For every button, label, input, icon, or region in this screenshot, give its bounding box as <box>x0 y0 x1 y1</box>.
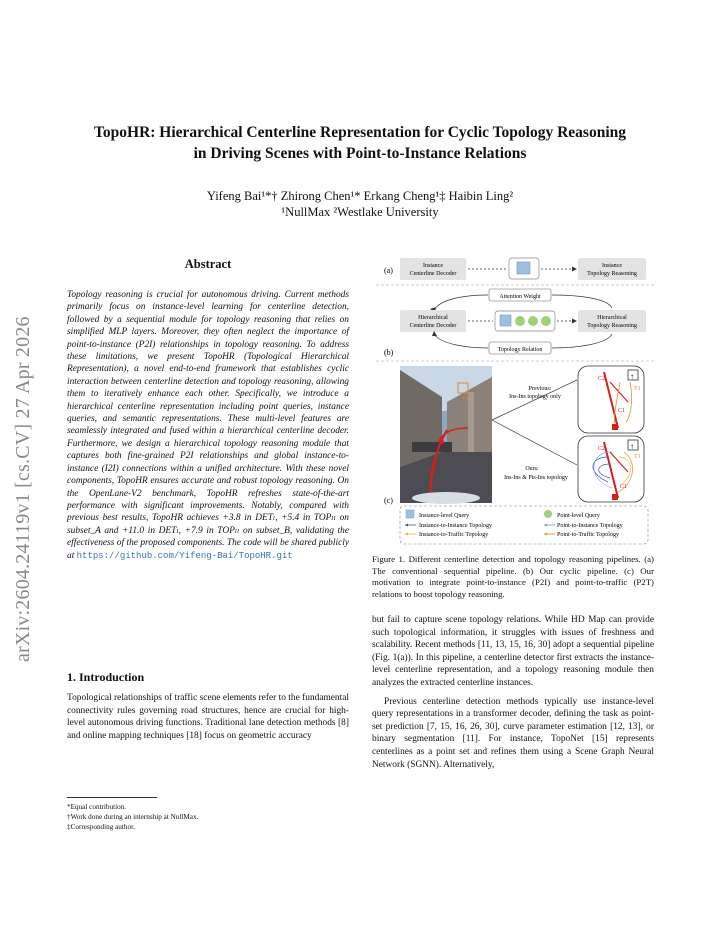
previous-topology-panel <box>578 366 644 433</box>
panel-c-label: (c) <box>384 496 393 505</box>
figure-1 <box>372 252 657 548</box>
ours-c2-label: C2 <box>598 446 606 452</box>
legend-instance-query: Instance-level Query <box>419 513 470 519</box>
paper-title <box>40 122 680 164</box>
prev-t1-label: T1 <box>634 386 641 392</box>
hierarchical-topology-label-2: Topology Reasoning <box>587 323 637 329</box>
svg-text:↑: ↑ <box>630 372 634 381</box>
point-query-icon-3 <box>541 316 551 326</box>
point-query-icon-1 <box>515 316 525 326</box>
author-block <box>40 188 680 220</box>
instance-query-icon <box>517 262 530 274</box>
point-query-icon-2 <box>528 316 538 326</box>
svg-text:↑: ↑ <box>630 442 634 451</box>
instance-topology-label-2: Topology Reasoning <box>587 271 637 277</box>
abstract-text: Topology reasoning is crucial for autonomous driving. Current methods primarily focus on instance-level learning for centerline detection, followed by a sequential module for topology reasoning that relies on simplified MLP layers. Moreover, they often neglect the importance of point-to-instance (P2I) relationships in topology reasoning. To address these limitations, we present TopoHR (Topological Hierarchical Representation), a novel end-to-end framework that establishes cyclic interaction between centerline detection and topology reasoning, allowing them to iteratively enhance each other. Specifically, we introduce a hierarchical centerline representation including point queries, instance queries, and semantic representations. These multi-level features are seamlessly integrated and fused within a hierarchical centerline decoder. Furthermore, we design a hierarchical topology reasoning module that captures both fine-grained P2I relationships and global instance-to-instance (I2I) connections within a unified architecture. With these novel components, TopoHR ensures accurate and robust topology reasoning. On the OpenLane-V2 benchmark, TopoHR refreshes state-of-the-art performance with significant improvements. Notably, compared with previous best results, TopoHR achieves +3.8 in DETₗ, +5.4 in TOPₗₗ on subset_A and +11.0 in DETₗ, +7.9 in TOPₗₗ on subset_B, validating the effectiveness of the proposed components. The code will be shared publicly at <box>67 290 349 561</box>
figure-legend <box>400 506 648 544</box>
attention-weight-label: Attention Weight <box>499 294 541 300</box>
abstract-body <box>67 289 349 562</box>
intro-paragraph-1: Topological relationships of traffic scene elements refer to the fundamental connectivity rules governing road structures, hence are crucial for high-level autonomous driving functions. Traditional lane detection methods [8] and online mapping techniques [18] focus on geometric accuracy <box>67 693 349 741</box>
prev-c1-label: C1 <box>618 408 626 414</box>
affiliations: ¹NullMax ²Westlake University <box>281 205 439 219</box>
ours-t1-label: T1 <box>634 454 641 460</box>
ours-topology-panel <box>578 436 644 502</box>
arxiv-identifier: arXiv:2604.24119v1 [cs.CV] 27 Apr 2026 <box>12 316 34 662</box>
prev-c2-label: C2 <box>598 376 606 382</box>
previous-label: Previous: <box>528 386 552 392</box>
photo-t1-label: T1 <box>462 397 469 403</box>
instance-query-icon-b <box>500 315 511 326</box>
figure-1-caption: Figure 1. Different centerline detection and topology reasoning pipelines. (a) The conventional sequential pipeline. (b) Our cyclic pipeline. (c) Our motivation to integrate point-to-instance (P2I) and point-to-traffic (P2T) relations to boost topology reasoning. <box>372 554 654 599</box>
instance-decoder-label-1: Instance <box>423 263 443 269</box>
code-link[interactable]: https://github.com/Yifeng-Bai/TopoHR.git <box>76 550 293 561</box>
legend-instance-query-icon <box>406 510 414 518</box>
previous-desc: Ins-Ins topology only <box>509 394 561 400</box>
legend-i2t: Instance-to-Traffic Topology <box>419 532 489 538</box>
ours-desc: Ins-Ins & Pts-Ins topology <box>504 475 568 481</box>
legend-point-query: Point-level Query <box>557 513 600 519</box>
intro-column-left <box>67 692 349 748</box>
ours-c1-label: C1 <box>620 484 628 490</box>
topology-relation-label: Topology Relation <box>497 347 543 353</box>
instance-topology-label-1: Instance <box>602 263 622 269</box>
footnote-1: *Equal contribution. <box>67 803 127 811</box>
instance-decoder-label-2: Centerline Decoder <box>409 271 457 277</box>
footnote-rule <box>67 797 157 798</box>
legend-i2i: Instance-to-Instance Topology <box>419 523 492 529</box>
photo-c1-label: C1 <box>428 469 436 475</box>
hierarchical-topology-label-1: Hierarchical <box>597 315 627 321</box>
intro-column-right <box>372 614 654 777</box>
panel-b-label: (b) <box>384 348 394 357</box>
footnote-3: ‡Corresponding author. <box>67 823 135 831</box>
section-heading-introduction: 1. Introduction <box>67 670 145 684</box>
legend-p2t: Point-to-Traffic Topology <box>557 532 619 538</box>
footnotes <box>67 802 349 832</box>
title-line-1: TopoHR: Hierarchical Centerline Representation for Cyclic Topology Reasoning <box>93 124 626 141</box>
legend-p2i: Point-to-Instance Topology <box>557 523 623 529</box>
driving-scene-photo <box>400 366 492 504</box>
ours-label: Ours: <box>525 466 539 472</box>
title-line-2: in Driving Scenes with Point-to-Instance Relations <box>193 145 527 162</box>
right-paragraph-1: but fail to capture scene topology relations. While HD Map can provide such topological information, it struggles with issues of freshness and scalability. Recent methods [11, 13, 15, 16, 30] adopt a sequential pipeline (Fig. 1(a)). In this pipeline, a centerline detector first extracts the instance-level centerline representation, and a topology reasoning module then analyzes the extracted centerline instances. <box>372 615 654 688</box>
panel-a-label: (a) <box>384 266 393 275</box>
right-paragraph-2: Previous centerline detection methods typically use instance-level query representations in a transformer decoder, defining the task as point-set prediction [7, 15, 16, 26, 30], curve parameter estimation [12, 13], or binary segmentation [11]. For instance, TopoNet [15] represents centerlines as a point set and refines them using a Scene Graph Neural Network (SGNN). Alternatively, <box>372 696 654 770</box>
author-names: Yifeng Bai¹*† Zhirong Chen¹* Erkang Cheng¹‡ Haibin Ling² <box>206 189 514 203</box>
hierarchical-decoder-label-1: Hierarchical <box>418 315 448 321</box>
footnote-2: †Work done during an internship at NullMax. <box>67 813 199 821</box>
legend-point-query-icon <box>544 510 552 518</box>
abstract-heading: Abstract <box>184 257 232 271</box>
hierarchical-decoder-label-2: Centerline Decoder <box>409 323 457 329</box>
